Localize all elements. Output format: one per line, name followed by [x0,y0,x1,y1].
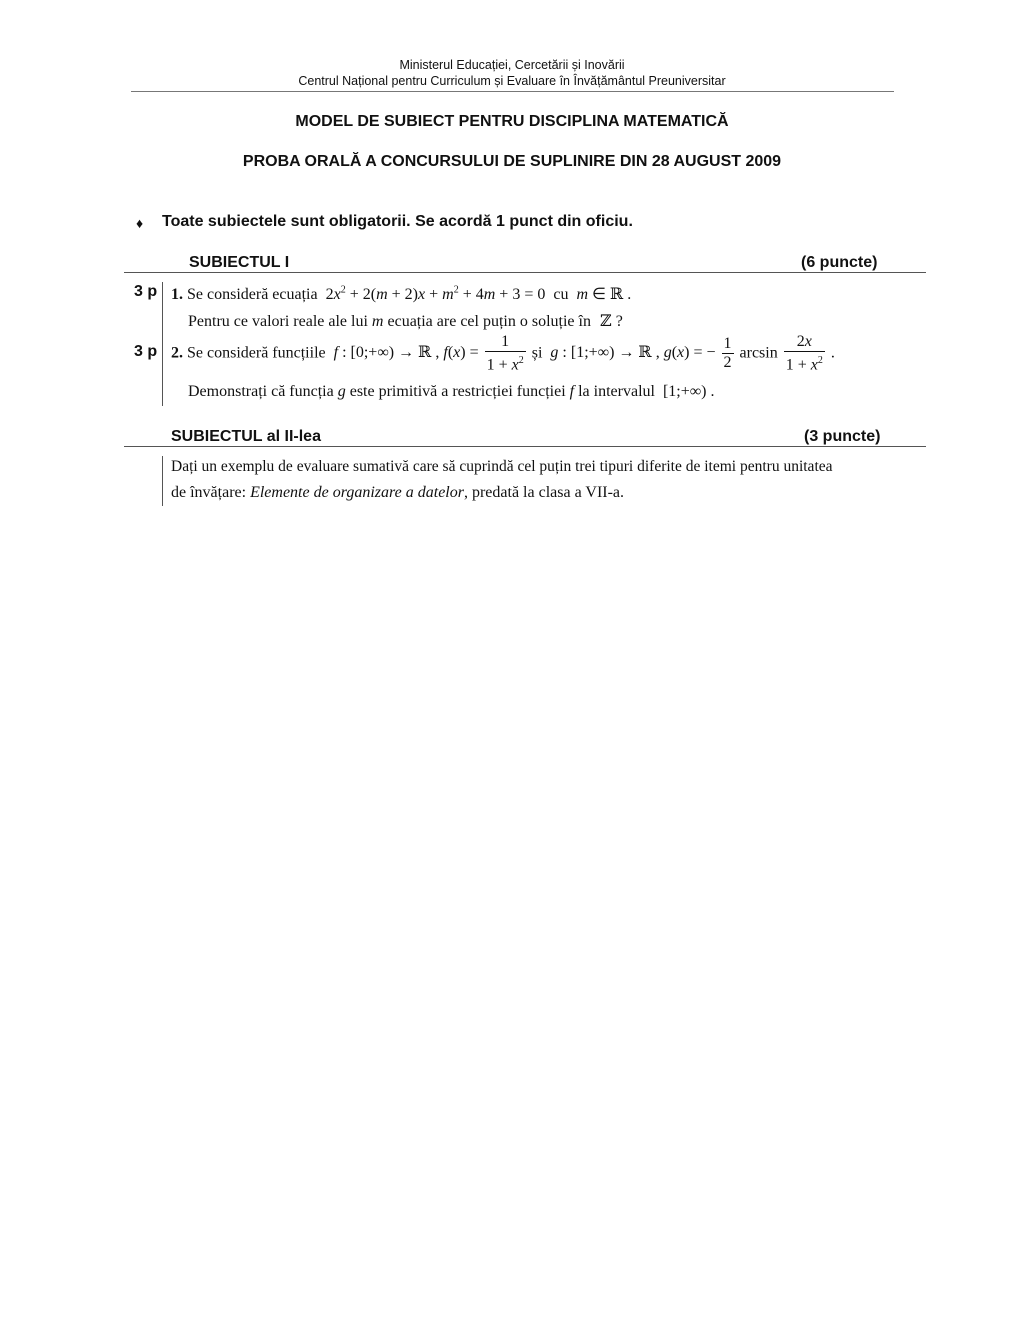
item1-cu: cu [553,286,569,303]
subject2-text-b: de învățare: [171,484,247,501]
item2-statement [171,333,835,374]
g-definition: g : [1;+∞) → ℝ , g(x) = − [550,342,716,362]
item2-period: . [830,344,835,362]
subject2-margin-line [162,456,163,506]
item2-demo-b: este primitivă a restricției funcției [349,383,566,400]
item2-demo-a: Demonstrați că funcția [188,383,334,400]
subject2-points: (3 puncte) [804,428,881,445]
subject1-title: SUBIECTUL I [189,254,290,271]
item1-intro: Se consideră ecuația [187,286,318,303]
item1-points: 3 p [134,283,158,300]
item2-var-f: f [569,383,575,400]
bullet-icon: ♦ [136,215,144,231]
item2-demo-c: la intervalul [578,383,655,400]
header-divider [131,91,894,92]
item1-question-b: ecuația are cel puțin o soluție în [387,313,591,330]
item2-var-g: g [337,383,346,400]
subject2-text-line2 [171,484,624,502]
half-fraction: $\frac{1}{2}$ [723,335,732,372]
subject1-rule [124,272,926,273]
arcsin-label: arcsin [739,344,778,362]
instruction-text: Toate subiectele sunt obligatorii. Se acordă 1 punct din oficiu. [162,213,633,230]
item1-var-m: m [371,313,384,330]
item2-demonstration [188,383,714,401]
ministry-name: Ministerul Educației, Cercetării și Inovării [399,58,625,72]
subject2-title: SUBIECTUL al II-lea [171,428,321,445]
integer-set-symbol: ℤ [594,311,612,330]
interval-expression: [1;+∞) . [658,383,715,400]
item1-statement [171,284,631,304]
item2-intro: Se consideră funcțiile [187,344,326,362]
item1-question-end: ? [615,313,623,330]
item1-domain: m ∈ ℝ . [576,284,632,303]
document-title: MODEL DE SUBIECT PENTRU DISCIPLINA MATEMATICĂ [295,113,729,130]
item2-points: 3 p [134,343,158,360]
subject1-points: (6 puncte) [801,254,878,271]
item2-number: 2. [171,344,183,362]
center-name: Centrul Național pentru Curriculum și Evaluare în Învățământul Preuniversitar [298,74,726,88]
unit-name: Elemente de organizare a datelor [250,484,464,501]
subject2-text-c: , predată la clasa a VII-a. [463,484,625,501]
subject1-margin-line [162,282,163,406]
item1-number: 1. [171,286,183,303]
f-definition: f : [0;+∞) → ℝ , f(x) = [333,342,479,362]
subject2-rule [124,446,926,447]
item1-question [188,311,623,331]
f-fraction: $\frac{1}{1 + x^2}$ [486,333,524,374]
item1-question-a: Pentru ce valori reale ale lui [188,313,368,330]
item2-si: și [531,344,543,362]
document-subtitle: PROBA ORALĂ A CONCURSULUI DE SUPLINIRE DIN 28 AUGUST 2009 [242,153,782,170]
subject2-text-line1: Dați un exemplu de evaluare sumativă care să cuprindă cel puțin trei tipuri diferite de itemi pentru unitatea [171,458,833,475]
arcsin-argument-fraction: $\frac{2x}{1 + x^2}$ [785,333,823,374]
item1-equation: $2x^2 + 2(m + 2)x + m^2 + 4m + 3 = 0$ [321,284,550,303]
